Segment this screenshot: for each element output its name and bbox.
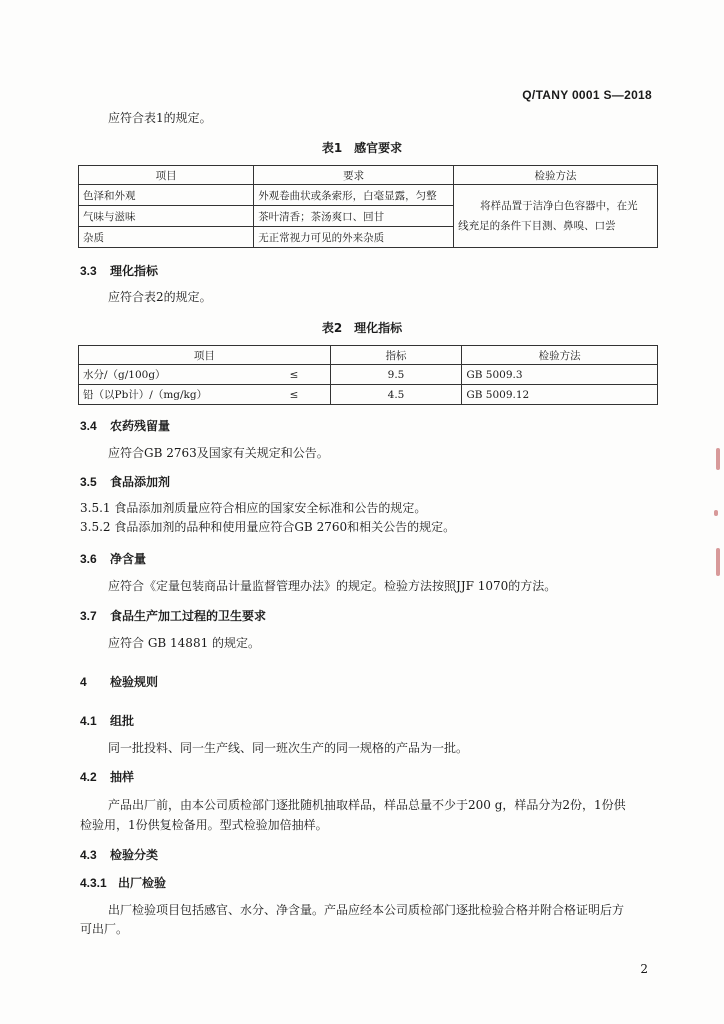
section-4-1-text: 同一批投料、同一生产线、同一班次生产的同一规格的产品为一批。 <box>108 741 469 755</box>
section-3-7-text: 应符合 GB 14881 的规定。 <box>108 636 261 650</box>
seal-edge-mark <box>716 448 720 470</box>
table1-cell-req: 茶叶清香；茶汤爽口、回甘 <box>254 206 454 227</box>
section-3-3-text: 应符合表2的规定。 <box>108 290 212 304</box>
section-3-4-heading: 3.4 农药残留量 <box>80 419 171 433</box>
table1-cell-item: 杂质 <box>79 227 254 248</box>
table1-cell-item: 色泽和外观 <box>79 185 254 206</box>
table-row <box>79 365 658 385</box>
section-4-3-heading: 4.3 检验分类 <box>80 848 159 862</box>
table2-header-method: 检验方法 <box>462 346 658 365</box>
table2-cell-op: ≤ <box>258 365 330 385</box>
section-4-1-heading: 4.1 组批 <box>80 714 135 728</box>
table1-cell-item: 气味与滋味 <box>79 206 254 227</box>
table1-cell-req: 外观卷曲状或条索形，白毫显露，匀整 <box>254 185 454 206</box>
section-3-5-heading: 3.5 食品添加剂 <box>80 475 171 489</box>
table2-cell-item: 水分/（g/100g） <box>79 365 259 385</box>
table1-header-method: 检验方法 <box>454 166 658 185</box>
table-row <box>79 385 658 405</box>
section-4-heading: 4 检验规则 <box>80 675 159 689</box>
table-row <box>79 185 658 206</box>
table1-method-line1: 将样品置于洁净白色容器中，在光 <box>480 200 638 212</box>
section-4-2-heading: 4.2 抽样 <box>80 770 135 784</box>
table-physicochemical <box>78 345 658 405</box>
table2-cell-method: GB 5009.12 <box>462 385 658 405</box>
section-3-7-heading: 3.7 食品生产加工过程的卫生要求 <box>80 609 267 623</box>
table1-cell-req: 无正常视力可见的外来杂质 <box>254 227 454 248</box>
table2-cell-method: GB 5009.3 <box>462 365 658 385</box>
section-3-3-heading: 3.3 理化指标 <box>80 264 159 278</box>
section-4-2-text-line2: 检验用，1份供复检备用。型式检验加倍抽样。 <box>80 818 328 832</box>
section-4-3-1-text-line1: 出厂检验项目包括感官、水分、净含量。产品应经本公司质检部门逐批检验合格并附合格证明后方 <box>108 903 625 917</box>
section-4-2-text-line1: 产品出厂前，由本公司质检部门逐批随机抽取样品，样品总量不少于200 g，样品分为2份，1份供 <box>108 798 626 812</box>
seal-edge-mark <box>716 548 720 576</box>
seal-edge-mark <box>714 510 718 516</box>
table2-header-item: 项目 <box>79 346 331 365</box>
section-3-6-text: 应符合《定量包装商品计量监督管理办法》的规定。检验方法按照JJF 1070的方法。 <box>108 579 557 593</box>
table1-method-line2: 线充足的条件下目测、鼻嗅、口尝 <box>458 220 616 232</box>
table1-caption: 表1 感官要求 <box>321 141 403 155</box>
section-3-6-heading: 3.6 净含量 <box>80 552 147 566</box>
standard-code: Q/TANY 0001 S—2018 <box>522 88 652 102</box>
section-4-3-1-text-line2: 可出厂。 <box>80 922 129 936</box>
table2-header-value: 指标 <box>330 346 462 365</box>
section-3-4-text: 应符合GB 2763及国家有关规定和公告。 <box>108 446 329 460</box>
section-4-3-1-heading: 4.3.1 出厂检验 <box>80 876 167 890</box>
section-3-5-1-text: 3.5.1 食品添加剂质量应符合相应的国家安全标准和公告的规定。 <box>80 501 427 515</box>
table2-cell-item: 铅（以Pb计）/（mg/kg） <box>79 385 259 405</box>
table1-header-req: 要求 <box>254 166 454 185</box>
section-3-5-2-text: 3.5.2 食品添加剂的品种和使用量应符合GB 2760和相关公告的规定。 <box>80 520 456 534</box>
table2-cell-value: 4.5 <box>330 385 462 405</box>
table1-cell-method <box>454 185 658 248</box>
table2-cell-value: 9.5 <box>330 365 462 385</box>
table2-caption: 表2 理化指标 <box>321 321 403 335</box>
table1-header-item: 项目 <box>79 166 254 185</box>
table2-cell-op: ≤ <box>258 385 330 405</box>
table-sensory <box>78 165 658 248</box>
page-number: 2 <box>640 962 648 976</box>
intro-text: 应符合表1的规定。 <box>108 111 212 125</box>
